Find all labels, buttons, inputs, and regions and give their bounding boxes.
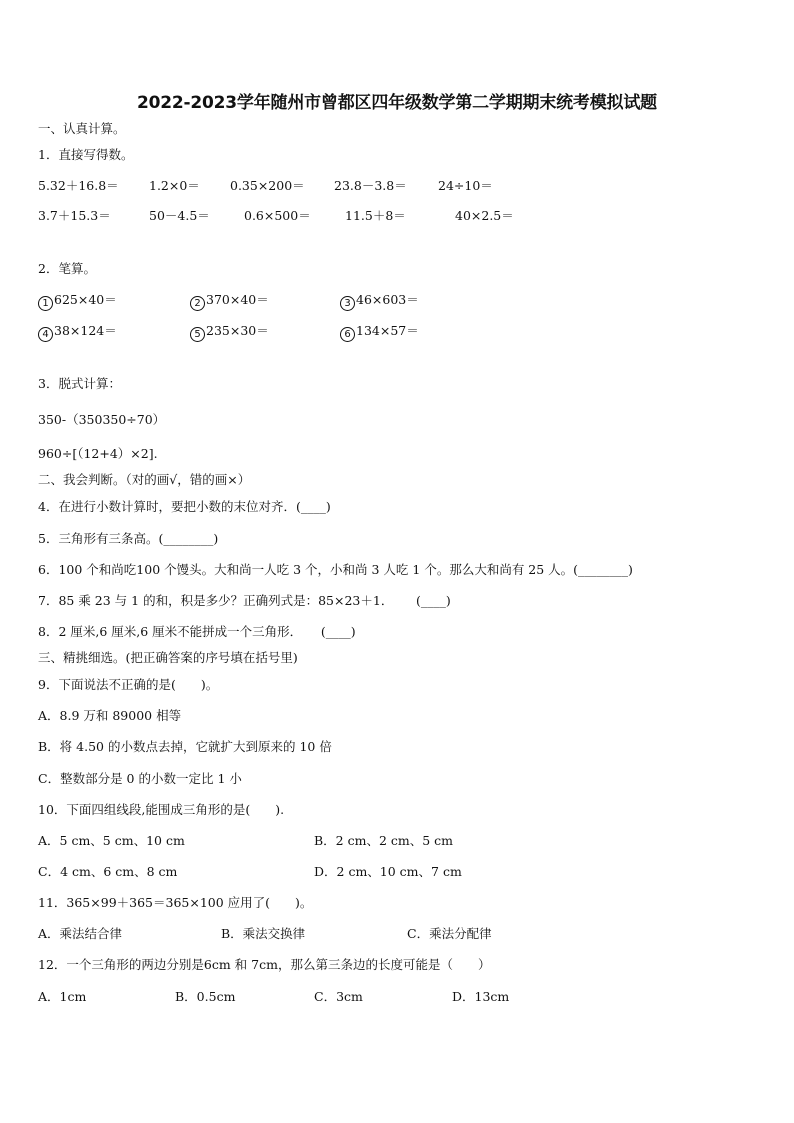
q10-option: A．5 cm、5 cm、10 cm xyxy=(38,833,185,848)
q9-option: A．8.9 万和 89000 相等 xyxy=(38,708,182,723)
q2-item xyxy=(340,323,419,342)
q1-item: 23.8－3.8＝ xyxy=(334,178,407,193)
q3-expression: 960÷[（12+4）×2]. xyxy=(38,446,158,461)
circled-number: 1 xyxy=(38,296,53,311)
q11-stem: 11．365×99＋365＝365×100 应用了( )。 xyxy=(38,895,313,910)
q1-item: 3.7＋15.3＝ xyxy=(38,208,111,223)
judgement-item: 4．在进行小数计算时，要把小数的末位对齐．(____) xyxy=(38,499,331,514)
q2-item xyxy=(340,292,419,311)
q2-item xyxy=(38,323,117,342)
q12-option: A．1cm xyxy=(38,989,87,1004)
q10-stem: 10．下面四组线段,能围成三角形的是( ). xyxy=(38,802,285,817)
q12-stem: 12．一个三角形的两边分别是6cm 和 7cm，那么第三条边的长度可能是（ ） xyxy=(38,957,491,972)
q12-options-row xyxy=(38,989,758,1005)
q10-options-row1 xyxy=(38,833,758,849)
q1-item: 0.35×200＝ xyxy=(230,178,305,193)
q11-option: A．乘法结合律 xyxy=(38,926,123,941)
q1-item: 40×2.5＝ xyxy=(455,208,514,223)
circled-number: 4 xyxy=(38,327,53,342)
judgement-item: 8．2 厘米,6 厘米,6 厘米不能拼成一个三角形． (____) xyxy=(38,624,356,639)
q2-item xyxy=(38,292,117,311)
q10-option: B．2 cm、2 cm、5 cm xyxy=(314,833,454,848)
q2-label: 2．笔算。 xyxy=(38,261,96,276)
q2-expr: 38×124＝ xyxy=(54,323,117,338)
q9-option: C．整数部分是 0 的小数一定比 1 小 xyxy=(38,771,242,786)
section2-heading: 二、我会判断。（对的画√，错的画×） xyxy=(38,472,251,487)
q2-expr: 46×603＝ xyxy=(356,292,419,307)
q11-options-row xyxy=(38,926,758,942)
q12-option: C．3cm xyxy=(314,989,363,1004)
section1-heading: 一、认真计算。 xyxy=(38,121,126,136)
q2-expr: 370×40＝ xyxy=(206,292,269,307)
judgement-item: 7．85 乘 23 与 1 的和，积是多少？正确列式是：85×23＋1． (____) xyxy=(38,593,451,608)
judgement-item: 5．三角形有三条高。(________) xyxy=(38,531,219,546)
q9-option: B．将 4.50 的小数点去掉，它就扩大到原来的 10 倍 xyxy=(38,739,332,754)
circled-number: 6 xyxy=(340,327,355,342)
q1-label: 1．直接写得数。 xyxy=(38,147,134,162)
q11-option: B．乘法交换律 xyxy=(221,926,306,941)
q2-expr: 235×30＝ xyxy=(206,323,269,338)
q2-item xyxy=(190,292,269,311)
q1-row2 xyxy=(38,208,758,224)
q10-option: C．4 cm、6 cm、8 cm xyxy=(38,864,178,879)
q1-item: 24÷10＝ xyxy=(438,178,493,193)
q2-row2 xyxy=(38,323,758,339)
q3-expression: 350-（350350÷70） xyxy=(38,412,166,427)
q10-option: D．2 cm、10 cm、7 cm xyxy=(314,864,462,879)
q3-label: 3．脱式计算： xyxy=(38,376,121,391)
q12-option: D．13cm xyxy=(452,989,510,1004)
q1-item: 0.6×500＝ xyxy=(244,208,311,223)
q1-row1 xyxy=(38,178,758,194)
judgement-item: 6．100 个和尚吃100 个馒头。大和尚一人吃 3 个，小和尚 3 人吃 1 个。那么大和尚有 25 人。(________) xyxy=(38,562,633,577)
q11-option: C．乘法分配律 xyxy=(407,926,492,941)
circled-number: 2 xyxy=(190,296,205,311)
q2-expr: 625×40＝ xyxy=(54,292,117,307)
q1-item: 50－4.5＝ xyxy=(149,208,210,223)
q1-item: 11.5＋8＝ xyxy=(345,208,406,223)
page-title: 2022-2023学年随州市曾都区四年级数学第二学期期末统考模拟试题 xyxy=(137,93,657,113)
circled-number: 5 xyxy=(190,327,205,342)
q10-options-row2 xyxy=(38,864,758,880)
q2-row1 xyxy=(38,292,758,308)
section3-heading: 三、精挑细选。(把正确答案的序号填在括号里) xyxy=(38,650,298,665)
q12-option: B．0.5cm xyxy=(175,989,236,1004)
q1-item: 1.2×0＝ xyxy=(149,178,200,193)
q2-item xyxy=(190,323,269,342)
q9-stem: 9．下面说法不正确的是( )。 xyxy=(38,677,219,692)
circled-number: 3 xyxy=(340,296,355,311)
q2-expr: 134×57＝ xyxy=(356,323,419,338)
q1-item: 5.32＋16.8＝ xyxy=(38,178,119,193)
